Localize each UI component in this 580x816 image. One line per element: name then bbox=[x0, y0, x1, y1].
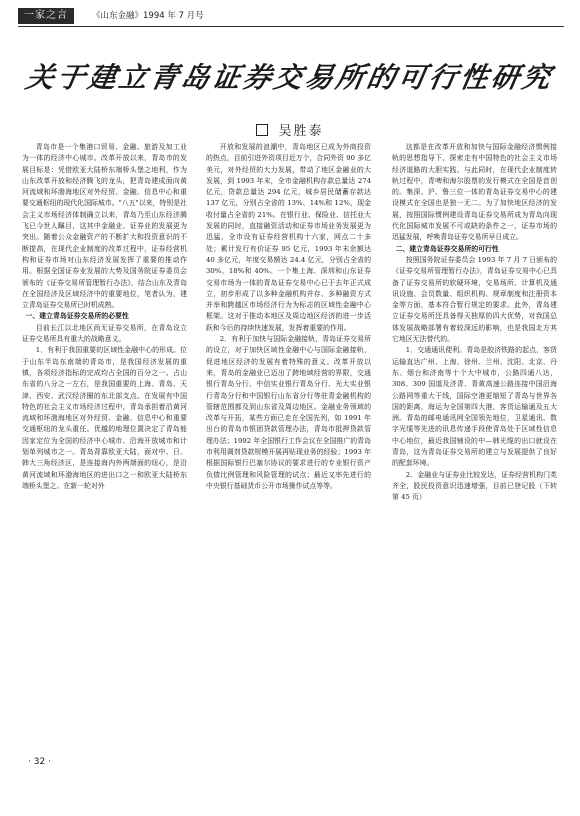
body-paragraph: 1．交通通讯便利。青岛是胶济铁路的起点，客货运输直达广州、上海、徐州、兰州、沈阳、北京、丹东、烟台和济南等十个大中城市，公路四通八达，308、309 国道及济青、青黄高速公路连接中国沿海公路网等重大干线，国际空港更缩短了青岛与世界各国的距离，海运为全国第四大港，客货运输通及五大洲。青岛的邮电通讯网全国领先地位，卫星通讯、数字光缆等先进的讯息传递手段使青岛处于区域性信息中心地位，最近我国铺设的中—韩光缆的出口就设在青岛，这为青岛证券交易所的建立与发展提供了良好的配套环境。 bbox=[392, 346, 557, 468]
text-column-2 bbox=[206, 142, 371, 748]
body-paragraph: 按照国务院证券委员会 1993 年 7 月 7 日颁布的《证券交易所管理暂行办法》，青岛证券交易中心已具备了证券交易所的软硬环境，交易场所、计算机及通讯设施、会员数量、组织机构、规章制度和注册资本金等方面，基本符合暂行规定的要求。此外，青岛建立证券交易所还具备得天独厚的四大优势，对我国总体发展战略部署有着较深远的影响，也是我国北方其它地区无法替代的。 bbox=[392, 255, 557, 344]
section-heading: 二、建立青岛证券交易所的可行性 bbox=[395, 244, 499, 253]
body-paragraph: 开放和发展的浪潮中，青岛地区已成为外商投资的热点，目前引进外资项目近万个，合同外资 90 多亿美元，对外经贸的大力发展，带动了地区金融业的大发展，到 1993 年末，全市金融机构存款总量达 274 亿元，贷款总量达 294 亿元，城乡居民储蓄存款达 137 亿元，分别占全省的 13%、14%和 12%，现金收付量占全省的 21%。在银行业、保险业、信托业大发展的同时，直接融资活动和证券市场业务发展更为迅猛，全市设有证券经营机构十六家，网点二十多处；累计发行有价证券 95 亿元，1993 年末余额达 40 多亿元，年度交易额达 24.4 亿元，分别占全省的 30%、18%和 40%。一个集上海、深圳和山东证券交易市场为一体的青岛证券交易中心已于去年正式成立，初步形成了以多种金融机构并存、多种融资方式并举和跨越区市场经济行为为标志的区域性金融中心框架。这对于推动本地区及周边地区经济的进一步活跃和今后的持续快速发展，发挥着重要的作用。 bbox=[206, 143, 371, 332]
author-line bbox=[0, 120, 580, 139]
text-column-1 bbox=[22, 142, 187, 748]
body-paragraph: 2．金融业与证券业比较发达，证券经营机构门类齐全，股民投资意识迅速增强，目前已登记股（下转第 45 页） bbox=[392, 470, 557, 502]
author-marker-box bbox=[256, 124, 268, 136]
body-paragraph: 1．有利于我国重要的区域性金融中心的形成。位于山东半岛东南端的青岛市，是我国经济发展的重镇，各项经济指标的完成均占全国的百分之一。占山东省的八分之一左右，是我国重要的上海、青岛、天津、西安、武汉经济圈的东北部支点。在发展有中国特色的社会主义市场经济过程中，青岛承担着沿黄河流域和环渤海地区对外经贸、金融、信息中心和重要交通枢纽的龙头重任。优越的地理位置决定了青岛能因家定位为全国的经济中心城市、沿海开放城市和计划单列城市之一。青岛背靠欧亚大陆，面对中、日、韩大三角经济区，是连接海内外两端面的纽心，是沿黄河流域和环渤海地区的进出口之一和欧亚大陆桥东端桥头堡之。在新一轮对外 bbox=[22, 346, 187, 490]
body-paragraph: 这都是在改革开放和加快与国际金融经济惯例接轨的思想指导下，探索走有中国特色的社会主义市场经济道路的大胆实践。与此同时，在现代企业制度转轨过程中，青啤和海尔股票的发行模式在全国是首创的。集深、沪、鲁三位一体的青岛证券交易中心的建设模式在全国也是独一无二。为了加快地区经济的发展，按照国际惯例建设青岛证券交易所成为青岛向现代化国际城市发展不可或缺的条件之一，证券市场的迅猛发展，呼唤青岛证券交易所早日成立。 bbox=[392, 143, 557, 242]
page-number: · 32 · bbox=[28, 757, 51, 767]
text-column-3 bbox=[392, 142, 557, 748]
section-tag: 一家之言 bbox=[18, 8, 74, 24]
article-title: 关于建立青岛证券交易所的可行性研究 bbox=[23, 61, 557, 94]
journal-source: 《山东金融》1994 年 7 月号 bbox=[92, 11, 204, 21]
body-paragraph: 目前长江以北地区尚无证券交易所，在青岛设立证券交易所具有重大的战略意义。 bbox=[22, 323, 187, 344]
running-header bbox=[18, 8, 564, 27]
body-paragraph: 2．有利于加快与国际金融接轨，青岛证券交易所的设立，对于加快区域性金融中心与国际金融接轨，促进地区经济的发展有着特殊的意义。改革开放以来，青岛的金融业已迈出了跨地域经营的界限，交通银行青岛分行、中信实业银行青岛分行、光大实业银行青岛分行和中国银行山东省分行等驻青金融机构的管辖范围都及到山东省及周边地区。金融业务领域的改革与开拓，某些方面已走在全国先列，如 1991 年出台的青岛市银团贷款管理办法，青岛市抵押贷款管理办法；1992 年全国银行工作会议在全国推广的青岛市利用调剂贷款规模开展再贴现业务的经验；1993 年根据国际银行巴塞尔协议的要求进行的专业银行资产负债比例管理和风险管理的试点；最近又率先进行的中央银行基础货币公开市场操作试点等等。 bbox=[206, 335, 371, 490]
section-heading: 一、建立青岛证券交易所的必要性 bbox=[25, 312, 129, 321]
author-name: 吴胜泰 bbox=[278, 124, 324, 139]
body-paragraph: 青岛市是一个集港口贸易、金融、旅游及加工业为一体的经济中心城市。改革开放以来，青岛市的发展目标是：凭借欧亚大陆桥东端桥头堡之地利，作为山东改革开放和经济腾飞的龙头，把青岛建成面向黄河流域和环渤海地区对外经贸、金融、信息中心和重要交通枢纽的现代化国际城市。"八五"以来，特别是社会主义市场经济体制确立以来，青岛乃至山东经济腾飞已今世人瞩目，这其中金融业、证券业的发展更为突出。随着公众金融资产的不断扩大和投资意识的不断提高，在现代企业制度的改革过程中，证券经营机构和证券市场对山东经济发展发挥了重要的推动作用。根据全国证券业发展的大势及国务院证券委员会颁布的《证券交易所管理暂行办法》，结合山东及青岛在全国经济及区域经济中的重要地位，笔者认为，建立青岛证券交易所已时机成熟。 bbox=[22, 143, 187, 310]
